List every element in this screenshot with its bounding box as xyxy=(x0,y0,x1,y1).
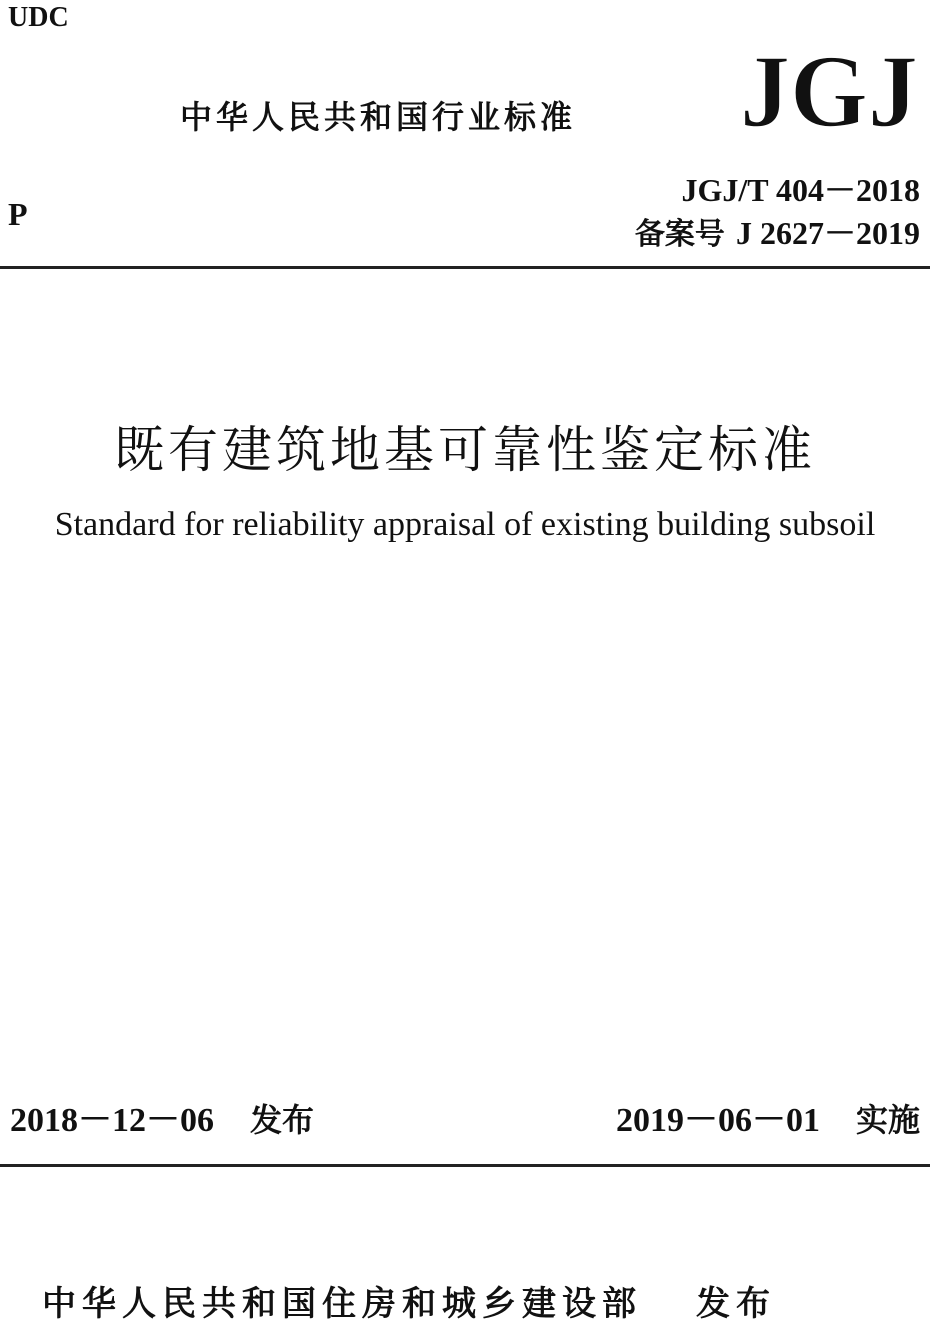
industry-standard-heading: 中华人民共和国行业标准 xyxy=(180,98,577,136)
title-chinese: 既有建筑地基可靠性鉴定标准 xyxy=(114,421,816,479)
jgj-logo-text: JGJ xyxy=(740,40,918,132)
bottom-divider xyxy=(0,1164,930,1167)
udc-label: UDC xyxy=(8,2,69,33)
publisher-line xyxy=(42,1276,776,1325)
filing-number: J 2627－2019 xyxy=(735,215,920,251)
filing-label: 备案号 xyxy=(634,217,725,252)
issue-date: 2018－12－06 xyxy=(10,1102,214,1139)
implement-label: 实施 xyxy=(855,1101,920,1139)
classification-code: P xyxy=(8,196,28,232)
standard-code: JGJ/T 404－2018 xyxy=(681,172,920,208)
implement-info xyxy=(616,1092,920,1141)
title-english: Standard for reliability appraisal of existing building subsoil xyxy=(54,506,876,543)
publish-label: 发布 xyxy=(696,1284,776,1324)
issue-label: 发布 xyxy=(250,1101,315,1139)
implement-date: 2019－06－01 xyxy=(615,1102,820,1139)
top-divider xyxy=(0,266,930,269)
issue-info xyxy=(10,1092,314,1141)
jgj-logo xyxy=(736,40,922,132)
filing-record xyxy=(635,208,920,254)
publisher-name: 中华人民共和国住房和城乡建设部 xyxy=(42,1284,642,1324)
